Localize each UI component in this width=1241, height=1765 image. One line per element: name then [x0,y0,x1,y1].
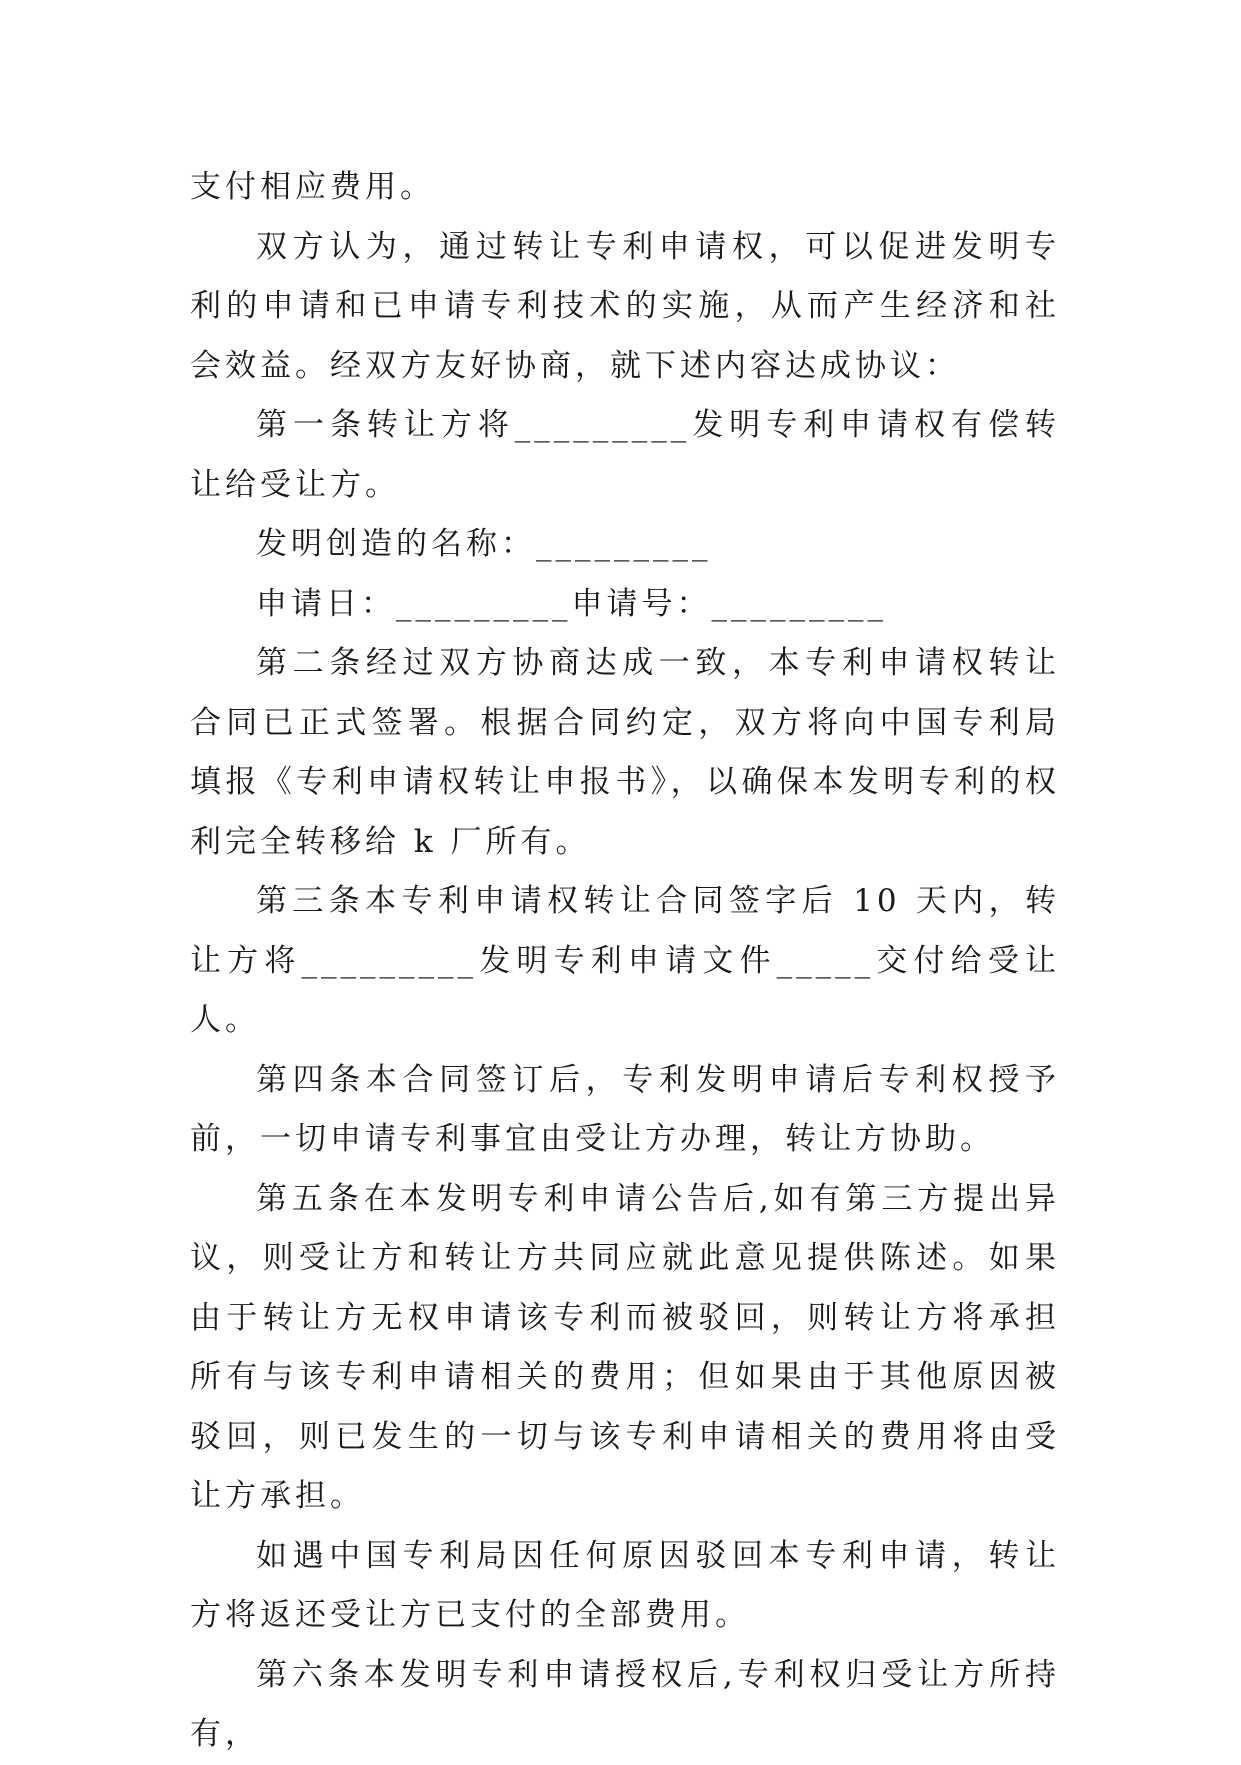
paragraph: 第五条在本发明专利申请公告后,如有第三方提出异议，则受让方和转让方共同应就此意见提供陈述。如果由于转让方无权申请该专利而被驳回，则转让方将承担所有与该专利申请相关的费用；但如果由于其他原因被驳回，则已发生的一切与该专利申请相关的费用将由受让方承担。 [190,1180,1060,1514]
paragraph: 双方认为，通过转让专利申请权，可以促进发明专利的申请和已申请专利技术的实施，从而产生经济和社会效益。经双方友好协商，就下述内容达成协议： [190,228,1060,384]
paragraph: 申请日：_________申请号：_________ [256,585,887,622]
paragraph: 第四条本合同签订后，专利发明申请后专利权授予前，一切申请专利事宜由受让方办理，转让方协助。 [190,1061,1060,1157]
document-body [190,158,1060,1765]
paragraph: 第一条转让方将_________发明专利申请权有偿转让给受让方。 [190,407,1060,503]
paragraph: 发明创造的名称：_________ [256,526,712,562]
paragraph: 第二条经过双方协商达成一致，本专利申请权转让合同已正式签署。根据合同约定，双方将向中国专利局填报《专利申请权转让申报书》，以确保本发明专利的权利完全转移给 k 厂所有。 [190,645,1060,860]
paragraph: 第三条本专利申请权转让合同签字后 10 天内，转让方将_________发明专利申请文件_____交付给受让人。 [190,883,1060,1038]
paragraph: 支付相应费用。 [190,169,435,205]
paragraph: 第六条本发明专利申请授权后,专利权归受让方所持有， [190,1656,1060,1752]
paragraph: 如遇中国专利局因任何原因驳回本专利申请，转让方将返还受让方已支付的全部费用。 [190,1537,1060,1633]
